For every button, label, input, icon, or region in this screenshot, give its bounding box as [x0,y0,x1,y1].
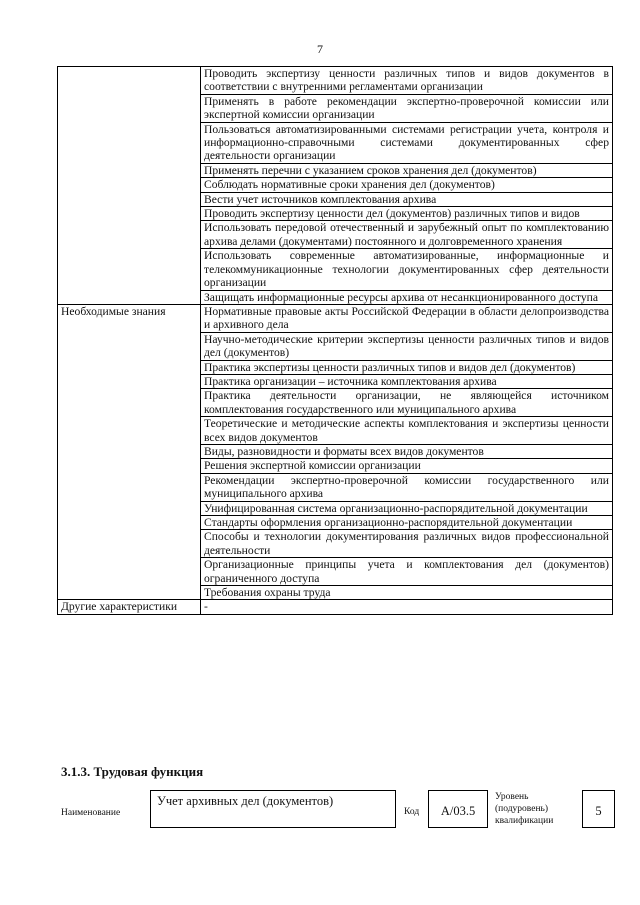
row-text: Проводить экспертизу ценности различных типов и видов документов в соответствии с внутренними регламентами организации [201,67,613,95]
row-text: Научно-методические критерии экспертизы ценности различных типов и видов дел (документов) [201,332,613,360]
row-text: Соблюдать нормативные сроки хранения дел (документов) [201,178,613,192]
row-text: Использовать современные автоматизированные, информационные и телекоммуникационные технологии документированных сфер деятельности организации [201,249,613,290]
row-text: Вести учет источников комплектования архива [201,192,613,206]
row-text: Организационные принципы учета и комплектования дел (документов) ограниченного доступа [201,558,613,586]
row-text: Применять перечни с указанием сроков хранения дел (документов) [201,163,613,177]
row-text: Практика деятельности организации, не являющейся источником комплектования государственного или муниципального архива [201,389,613,417]
row-text: Стандарты оформления организационно-распорядительной документации [201,516,613,530]
row-label [58,67,201,305]
page-number: 7 [317,42,323,56]
row-text: - [201,600,613,614]
table-row [58,67,613,95]
row-text: Решения экспертной комиссии организации [201,459,613,473]
row-text: Пользоваться автоматизированными системами регистрации учета, контроля и информационно-справочными системами документированных сфер деятельности организации [201,122,613,163]
row-label: Другие характеристики [58,600,201,614]
row-text: Использовать передовой отечественный и зарубежный опыт по комплектованию архива делами (документами) постоянного и долговременного хранения [201,221,613,249]
row-text: Унифицированная система организационно-распорядительной документации [201,501,613,515]
row-text: Требования охраны труда [201,586,613,600]
table-row [58,600,613,614]
code-label: Код [404,807,420,817]
name-label: Наименование [61,808,121,818]
row-text: Применять в работе рекомендации экспертно-проверочной комиссии или экспертной комиссии организации [201,94,613,122]
row-text: Способы и технологии документирования различных видов профессиональной деятельности [201,530,613,558]
labor-function-code: А/03.5 [428,790,488,828]
row-text: Теоретические и методические аспекты комплектования и экспертизы ценности всех видов документов [201,417,613,445]
row-text: Рекомендации экспертно-проверочной комиссии государственного или муниципального архива [201,473,613,501]
row-label: Необходимые знания [58,304,201,600]
row-text: Нормативные правовые акты Российской Федерации в области делопроизводства и архивного дела [201,304,613,332]
row-text: Проводить экспертизу ценности дел (документов) различных типов и видов [201,207,613,221]
labor-function-name: Учет архивных дел (документов) [150,790,396,828]
row-text: Практика организации – источника комплектования архива [201,374,613,388]
skills-knowledge-table [57,66,613,615]
row-text: Виды, разновидности и форматы всех видов документов [201,444,613,458]
qualification-level-label: Уровень (подуровень) квалификации [495,792,554,826]
row-text: Практика экспертизы ценности различных типов и видов дел (документов) [201,360,613,374]
section-title: 3.1.3. Трудовая функция [61,764,204,779]
row-text: Защищать информационные ресурсы архива от несанкционированного доступа [201,290,613,304]
qualification-level-value: 5 [582,790,615,828]
table-row [58,304,613,332]
